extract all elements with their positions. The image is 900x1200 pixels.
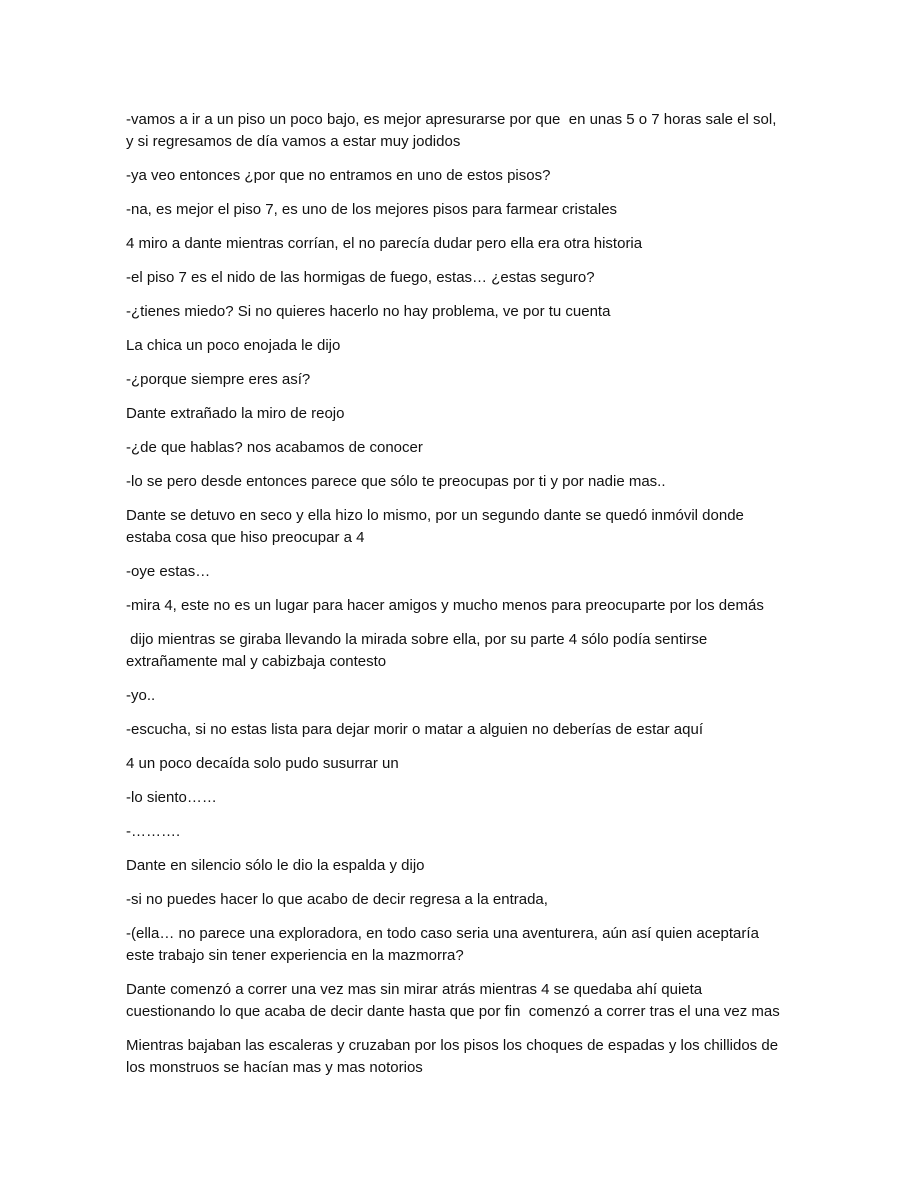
paragraph: Dante extrañado la miro de reojo xyxy=(126,405,345,422)
paragraph: -vamos a ir a un piso un poco bajo, es mejor apresurarse por que en unas 5 o 7 horas sale el sol, y si regresamos de día vamos a estar muy jodidos xyxy=(126,111,781,150)
paragraph: -si no puedes hacer lo que acabo de decir regresa a la entrada, xyxy=(126,891,548,908)
paragraph: -(ella… no parece una exploradora, en todo caso seria una aventurera, aún así quien aceptaría este trabajo sin tener experiencia en la mazmorra? xyxy=(126,925,764,964)
paragraph: -oye estas… xyxy=(126,563,211,580)
paragraph: -el piso 7 es el nido de las hormigas de fuego, estas… ¿estas seguro? xyxy=(126,269,595,286)
paragraph: -yo.. xyxy=(126,687,156,704)
paragraph: -escucha, si no estas lista para dejar morir o matar a alguien no deberías de estar aquí xyxy=(126,721,703,738)
paragraph: -¿porque siempre eres así? xyxy=(126,371,311,388)
paragraph: -¿tienes miedo? Si no quieres hacerlo no hay problema, ve por tu cuenta xyxy=(126,303,611,320)
paragraph: 4 un poco decaída solo pudo susurrar un xyxy=(126,755,399,772)
paragraph: -ya veo entonces ¿por que no entramos en uno de estos pisos? xyxy=(126,167,551,184)
paragraph: La chica un poco enojada le dijo xyxy=(126,337,341,354)
paragraph: dijo mientras se giraba llevando la mirada sobre ella, por su parte 4 sólo podía sentirse extrañamente mal y cabizbaja contesto xyxy=(126,631,712,670)
paragraph: -lo siento…… xyxy=(126,789,217,806)
paragraph: -na, es mejor el piso 7, es uno de los mejores pisos para farmear cristales xyxy=(126,201,618,218)
paragraph: Mientras bajaban las escaleras y cruzaban por los pisos los choques de espadas y los chillidos de los monstruos se hacían mas y mas notorios xyxy=(126,1037,783,1076)
paragraph: Dante comenzó a correr una vez mas sin mirar atrás mientras 4 se quedaba ahí quieta cuestionando lo que acaba de decir dante hasta que por fin comenzó a correr tras el una vez mas xyxy=(126,981,780,1020)
paragraph: 4 miro a dante mientras corrían, el no parecía dudar pero ella era otra historia xyxy=(126,235,643,252)
paragraph: Dante se detuvo en seco y ella hizo lo mismo, por un segundo dante se quedó inmóvil donde estaba cosa que hiso preocupar a 4 xyxy=(126,507,749,546)
document-body xyxy=(126,109,786,1091)
paragraph: -¿de que hablas? nos acabamos de conocer xyxy=(126,439,423,456)
paragraph: -mira 4, este no es un lugar para hacer amigos y mucho menos para preocuparte por los demás xyxy=(126,597,764,614)
paragraph: -………. xyxy=(126,823,181,840)
paragraph: Dante en silencio sólo le dio la espalda y dijo xyxy=(126,857,425,874)
paragraph: -lo se pero desde entonces parece que sólo te preocupas por ti y por nadie mas.. xyxy=(126,473,666,490)
